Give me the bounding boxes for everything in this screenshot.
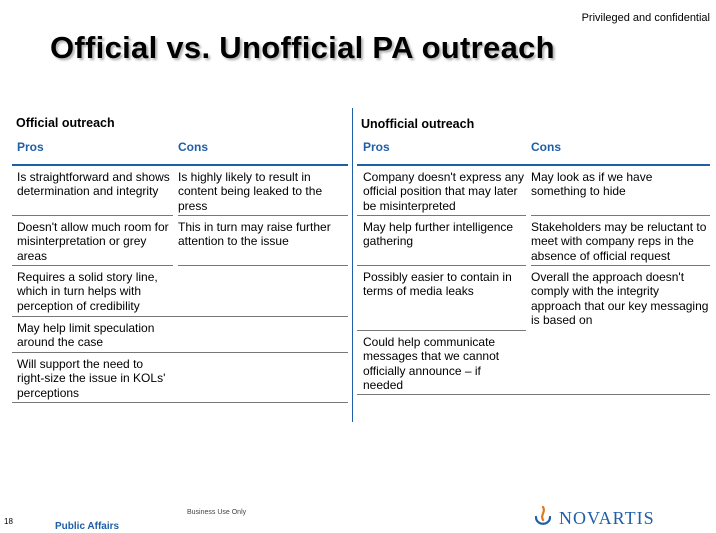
department-label: Public Affairs <box>55 521 120 532</box>
official-cons-header: Cons <box>178 140 208 154</box>
unofficial-con-item: Overall the approach doesn't comply with the integrity approach that our key messaging is based on <box>531 270 709 327</box>
confidential-label: Privileged and confidential <box>581 12 710 24</box>
unofficial-pro-item: Company doesn't express any official position that may later be misinterpreted <box>357 166 526 216</box>
official-pro-item: May help limit speculation around the case <box>12 317 173 353</box>
official-pros-header: Pros <box>17 140 44 154</box>
novartis-logo <box>533 505 655 531</box>
official-pro-item: Doesn't allow much room for misinterpretation or grey areas <box>12 216 173 266</box>
official-row-rule <box>173 352 348 353</box>
official-con-item: Is highly likely to result in content being leaked to the press <box>178 166 348 216</box>
unofficial-cons-header: Cons <box>531 140 561 154</box>
official-con-item: This in turn may raise further attention to the issue <box>178 216 348 266</box>
novartis-flame-icon <box>533 506 553 530</box>
section-divider <box>352 108 353 422</box>
official-pro-item: Requires a solid story line, which in turn helps with perception of credibility <box>12 266 173 317</box>
unofficial-pro-item: May help further intelligence gathering <box>357 216 526 266</box>
unofficial-pros-header: Pros <box>363 140 390 154</box>
official-row-rule <box>173 316 348 317</box>
classification-label: Business Use Only <box>187 509 247 516</box>
unofficial-con-item: May look as if we have something to hide <box>531 166 710 216</box>
unofficial-title: Unofficial outreach <box>361 117 475 131</box>
official-pro-item: Will support the need to right-size the issue in KOLs' perceptions <box>12 353 348 403</box>
page-title: Official vs. Unofficial PA outreach <box>50 30 555 65</box>
unofficial-con-item: Stakeholders may be reluctant to meet with company reps in the absence of official request <box>531 216 710 266</box>
unofficial-pro-item: Possibly easier to contain in terms of media leaks <box>357 266 526 331</box>
official-title: Official outreach <box>16 116 115 130</box>
page-number: 18 <box>4 517 13 526</box>
unofficial-pro-item: Could help communicate messages that we cannot officially announce – if needed <box>357 331 710 395</box>
official-pro-item: Is straightforward and shows determination and integrity <box>12 166 173 216</box>
novartis-logo-text: NOVARTIS <box>559 507 655 528</box>
